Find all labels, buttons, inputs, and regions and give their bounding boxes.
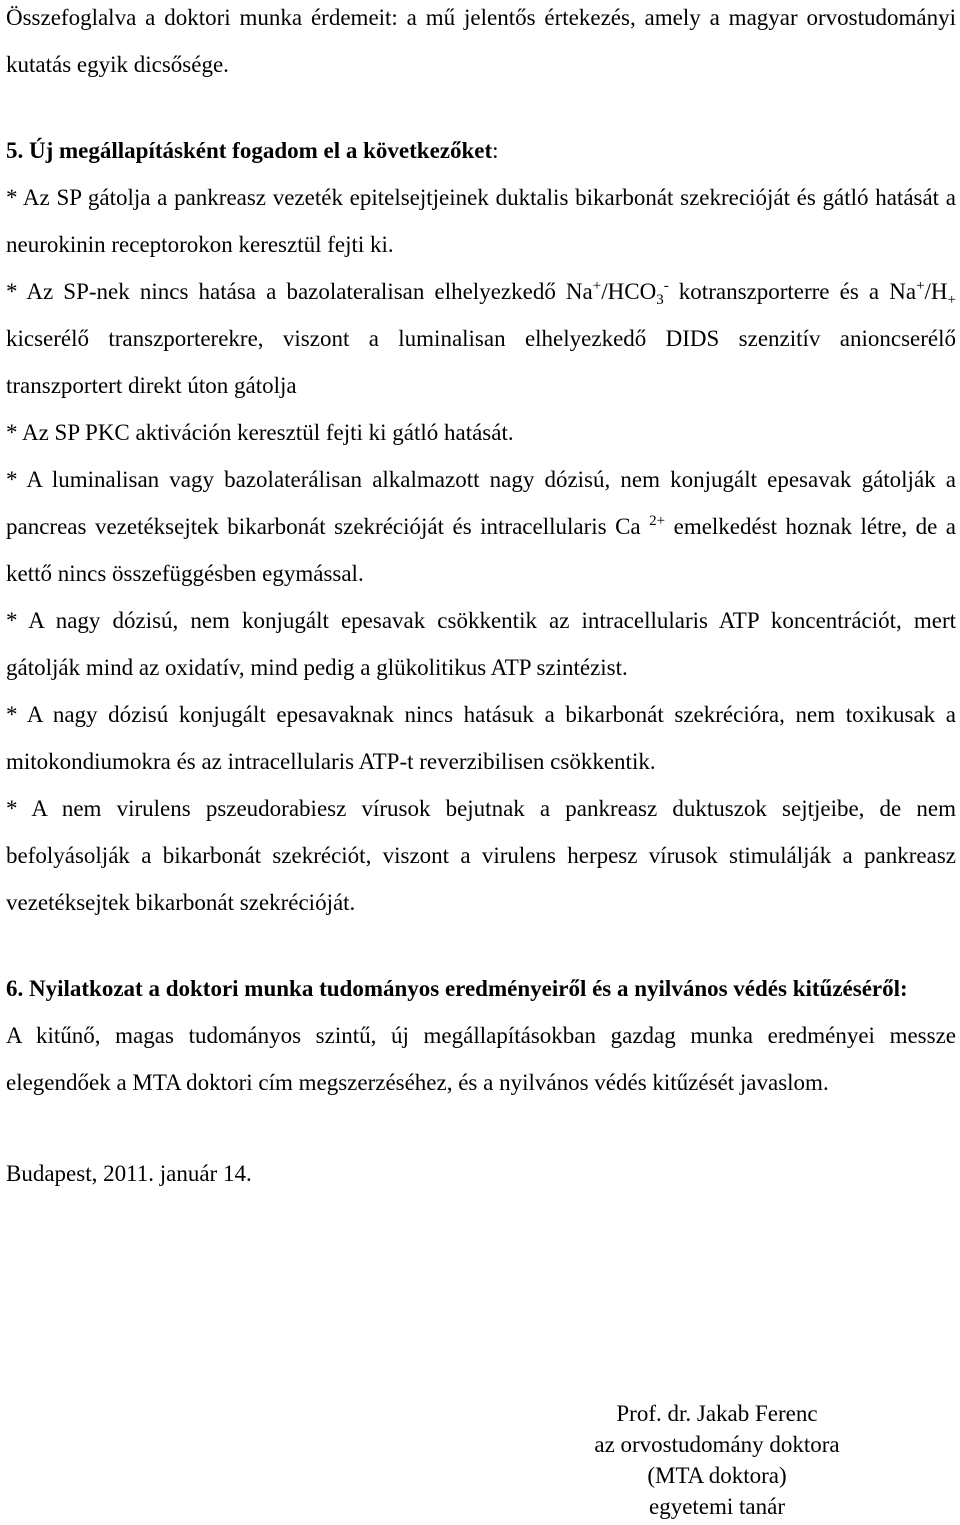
finding-2-text-d: /H [924, 279, 948, 304]
finding-2-text-e: kicserélő transzporterekre, viszont a luminalisan elhelyezkedő DIDS szenzitív anioncserélő transzportert direkt úton gátolja [6, 326, 956, 398]
document-page [6, 0, 956, 1197]
finding-2-sup-minus: - [663, 278, 669, 294]
finding-6: * A nagy dózisú konjugált epesavaknak nincs hatásuk a bikarbonát szekrécióra, nem toxikusak a mitokondiumokra és az intracellularis ATP-t reverzibilisen csökkentik. [6, 702, 956, 774]
signature-name: Prof. dr. Jakab Ferenc [616, 1401, 818, 1426]
finding-2-text-b: /HCO [601, 279, 657, 304]
finding-2-text-a: * Az SP-nek nincs hatása a bazolateralisan elhelyezkedő Na [6, 279, 593, 304]
signature-title-1: az orvostudomány doktora [594, 1432, 840, 1457]
finding-5: * A nagy dózisú, nem konjugált epesavak csökkentik az intracellularis ATP koncentrációt, mert gátolják mind az oxidatív, mind pedig a glükolitikus ATP szintézist. [6, 608, 956, 680]
date-line: Budapest, 2011. január 14. [6, 1161, 252, 1186]
finding-2 [6, 268, 956, 409]
section-6-body: A kitűnő, magas tudományos szintű, új megállapításokban gazdag munka eredményei messze elegendőek a MTA doktori cím megszerzéséhez, és a nyilvános védés kitűzését javaslom. [6, 1023, 956, 1095]
signature-title-2: (MTA doktora) [647, 1463, 787, 1488]
section-5-heading-colon: : [492, 138, 499, 163]
finding-2-sub-3: 3 [656, 292, 664, 308]
finding-3: * Az SP PKC aktiváción keresztül fejti ki gátló hatását. [6, 420, 514, 445]
finding-4-sup-2plus: 2+ [649, 513, 666, 529]
finding-2-text-c: kotranszporterre és a Na [668, 279, 917, 304]
section-5-heading [6, 127, 956, 174]
finding-1: * Az SP gátolja a pankreasz vezeték epitelsejtjeinek duktalis bikarbonát szekrecióját és gátló hatását a neurokinin receptorokon keresztül fejti ki. [6, 185, 956, 257]
signature-block [560, 1398, 874, 1522]
finding-4-text-b: emelkedést hoznak létre, de a kettő nincs összefüggésben egymással. [6, 514, 956, 586]
finding-2-sup-plus: + [592, 278, 602, 294]
summary-paragraph: Összefoglalva a doktori munka érdemeit: a mű jelentős értekezés, amely a magyar orvostudományi kutatás egyik dicsősége. [6, 5, 956, 77]
finding-4-text-a: * A luminalisan vagy bazolaterálisan alkalmazott nagy dózisú, nem konjugált epesavak gátolják a pancreas vezetéksejtek bikarbonát szekrécióját és intracellularis Ca [6, 467, 956, 539]
section-6-heading: 6. Nyilatkozat a doktori munka tudományos eredményeiről és a nyilvános védés kitűzéséről: [6, 976, 908, 1001]
finding-2-sub-plus: + [947, 292, 956, 308]
finding-4 [6, 456, 956, 597]
finding-2-sup-plus-2: + [916, 278, 925, 294]
section-5-heading-text: 5. Új megállapításként fogadom el a következőket [6, 138, 493, 163]
signature-title-3: egyetemi tanár [648, 1494, 785, 1519]
finding-7: * A nem virulens pszeudorabiesz vírusok bejutnak a pankreasz duktuszok sejtjeibe, de nem befolyásolják a bikarbonát szekréciót, viszont a virulens herpesz vírusok stimulálják a pankreasz vezetéksejtek bikarbonát szekrécióját. [6, 796, 956, 915]
